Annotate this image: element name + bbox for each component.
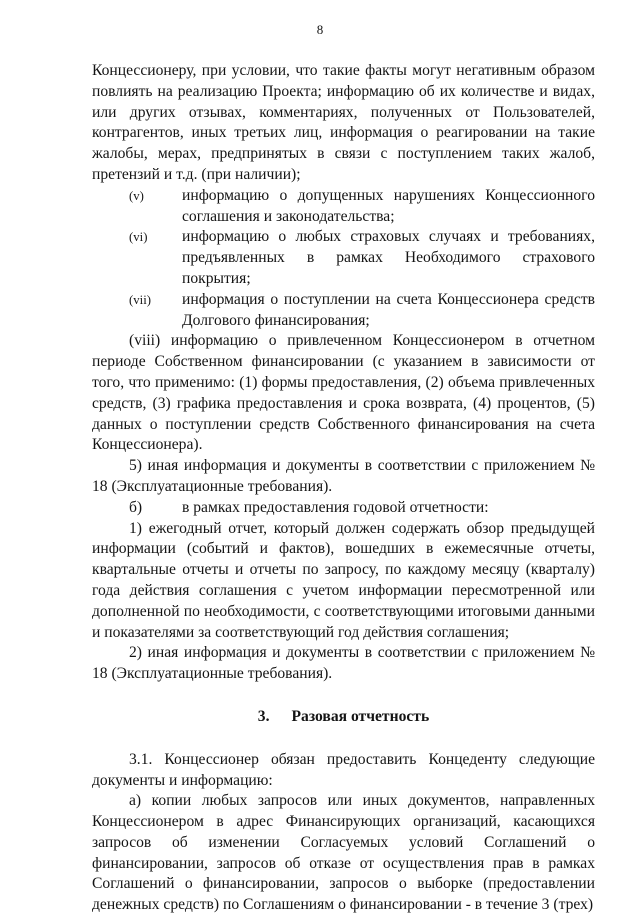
paragraph-continuation: Концессионеру, при условии, что такие факты могут негативным образом повлиять на реализацию Проекта; информацию об их количестве и видах, или других отзывах, комментариях, полученных от Пользователей, контрагентов, иных третьих лиц, информация о реагировании на такие жалобы, мерах, предпринятых в связи с поступлением таких жалоб, претензий и т.д. (при наличии);	[92, 62, 595, 183]
list-item-text: в рамках предоставления годовой отчетности:	[182, 498, 489, 516]
paragraph-3-1: 3.1. Концессионер обязан предоставить Концеденту следующие документы и информацию:	[92, 750, 595, 789]
paragraph-other-info: 2) иная информация и документы в соответствии с приложением № 18 (Эксплуатационные требования).	[92, 644, 595, 683]
list-item-text: информация о поступлении на счета Концессионера средств Долгового финансирования;	[182, 290, 595, 329]
section-title: Разовая отчетность	[291, 707, 430, 725]
section-number: 3.	[257, 707, 270, 725]
list-item-vii	[92, 290, 595, 332]
section-heading	[92, 707, 595, 728]
list-item-b	[92, 498, 595, 519]
list-item-text: информацию о допущенных нарушениях Концессионного соглашения и законодательства;	[182, 186, 595, 225]
paragraph-item-a: а) копии любых запросов или иных документов, направленных Концессионером в адрес Финансирующих организаций, касающихся запросов об изменении Согласуемых условий Соглашений о финансировании, запросов об отказе от осуществления прав в рамках Соглашений о финансировании, запросов о выборке (предоставлении денежных средств) по Соглашениям о финансировании - в течение 3 (трех)	[92, 792, 595, 914]
list-item-viii: (viii) информацию о привлеченном Концессионером в отчетном периоде Собственном финансировании (с указанием в зависимости от того, что применимо: (1) формы предоставления, (2) объема привлеченных средств, (3) графика предоставления и срока возврата, (4) процентов, (5) данных о поступлении средств Собственного финансирования на счета Концессионера).	[92, 332, 595, 454]
list-item-number: (vii)	[129, 292, 152, 307]
list-item-number: б)	[129, 498, 143, 516]
paragraph-item-5: 5) иная информация и документы в соответствии с приложением № 18 (Эксплуатационные требования).	[92, 457, 595, 495]
document-body	[92, 61, 595, 916]
list-item-number: (vi)	[129, 230, 148, 245]
paragraph-annual-report: 1) ежегодный отчет, который должен содержать обзор предыдущей информации (событий и фактов), вошедших в ежемесячные отчеты, квартальные отчеты и отчеты по запросу, по каждому месяцу (кварталу) года действия соглашения с учетом информации пересмотренной или дополненной по необходимости, с соответствующими итоговыми данными и показателями за соответствующий год действия соглашения;	[92, 519, 595, 641]
list-item-vi	[92, 227, 595, 289]
list-item-number: (v)	[129, 188, 144, 203]
page-number: 8	[316, 22, 324, 37]
list-item-v	[92, 186, 595, 228]
list-item-text: информацию о любых страховых случаях и требованиях, предъявленных в рамках Необходимого страхового покрытия;	[182, 228, 595, 287]
